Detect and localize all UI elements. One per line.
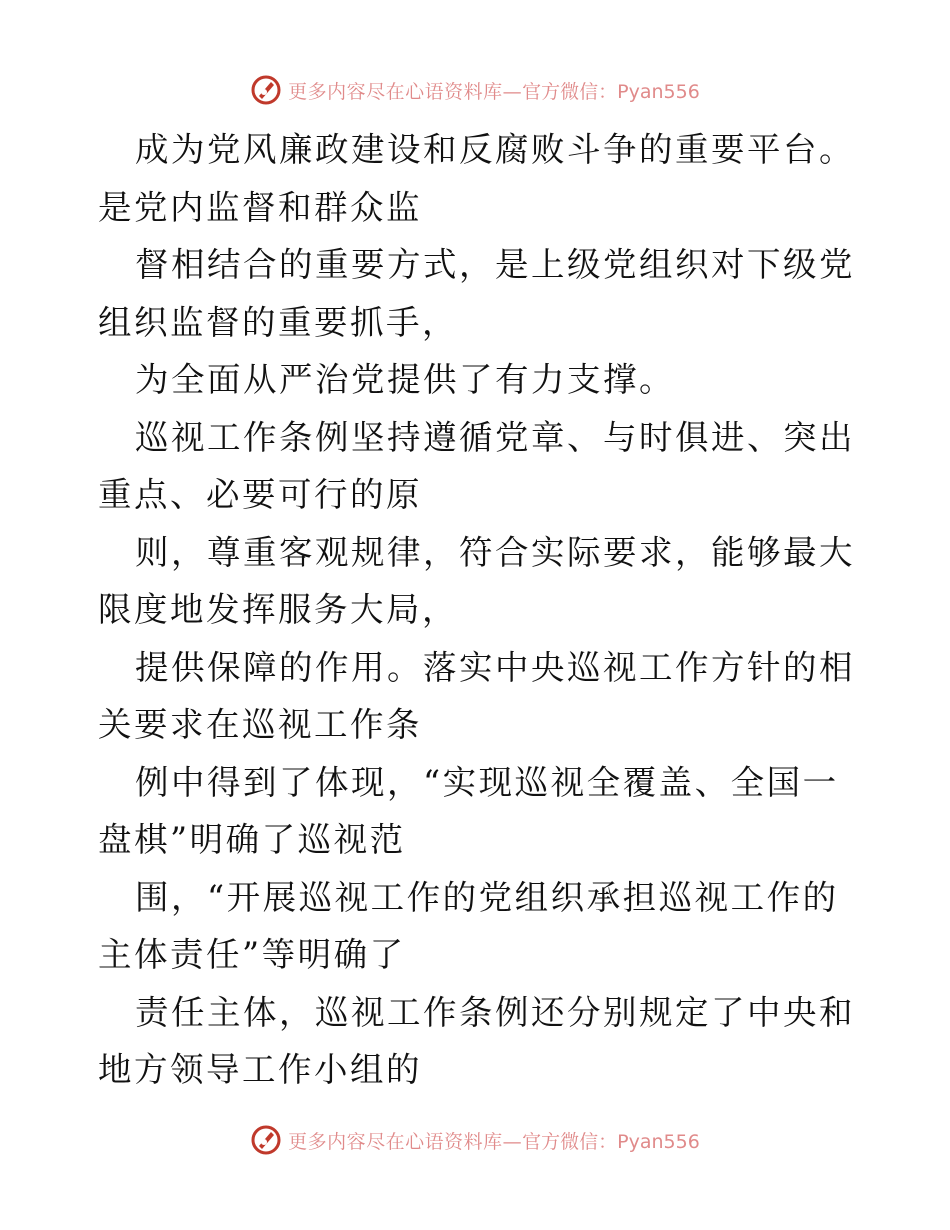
paragraph-line: 度地发挥服务大局， <box>134 590 458 629</box>
banner-wechat: 官方微信：Pyan556 <box>522 1130 700 1153</box>
paragraph-line: 要求在巡视工作条 <box>134 705 422 744</box>
banner-wechat: 官方微信：Pyan556 <box>522 80 700 103</box>
banner-slogan: 更多内容尽在心语资料库— <box>288 80 523 103</box>
brand-logo-icon <box>250 74 282 106</box>
document-body <box>98 121 858 1099</box>
paragraph-line: 督相结合的重要方式，是上级党组织对下级党组 <box>98 245 855 342</box>
paragraph-line: 为全面从严治党提供了有力支撑。 <box>135 360 675 399</box>
paragraph-line: 则，尊重客观规律，符合实际要求，能够最大限 <box>98 532 855 629</box>
footer-watermark-banner <box>0 1118 950 1162</box>
paragraph <box>98 351 858 409</box>
paragraph-line: 棋”明确了巡视范 <box>134 820 406 859</box>
paragraph-line: 织监督的重要抓手， <box>134 302 458 342</box>
paragraph-line: 成为党风廉政建设和反腐败斗争的重要平台。是 <box>98 130 855 227</box>
paragraph-line: 围，“开展巡视工作的党组织承担巡视工作的主 <box>98 877 839 974</box>
brand-logo-icon <box>250 1124 282 1156</box>
banner-slogan: 更多内容尽在心语资料库— <box>288 1130 523 1153</box>
paragraph-line: 提供保障的作用。落实中央巡视工作方针的相关 <box>98 647 855 744</box>
paragraph <box>98 754 858 869</box>
paragraph <box>98 121 858 236</box>
paragraph-line: 方领导工作小组的 <box>134 1050 422 1089</box>
paragraph-line: 党内监督和群众监 <box>134 187 422 227</box>
paragraph <box>98 869 858 984</box>
paragraph-line: 点、必要可行的原 <box>134 475 422 514</box>
banner-text <box>288 1127 700 1154</box>
paragraph <box>98 524 858 639</box>
paragraph-line: 责任主体，巡视工作条例还分别规定了中央和地 <box>98 992 855 1089</box>
paragraph-line: 例中得到了体现，“实现巡视全覆盖、全国一盘 <box>98 762 839 859</box>
paragraph <box>98 639 858 754</box>
paragraph <box>98 236 858 351</box>
paragraph <box>98 409 858 524</box>
header-watermark-banner <box>0 68 950 112</box>
paragraph <box>98 984 858 1099</box>
banner-text <box>288 77 700 104</box>
paragraph-line: 体责任”等明确了 <box>134 935 406 974</box>
paragraph-line: 巡视工作条例坚持遵循党章、与时俱进、突出重 <box>98 417 855 514</box>
